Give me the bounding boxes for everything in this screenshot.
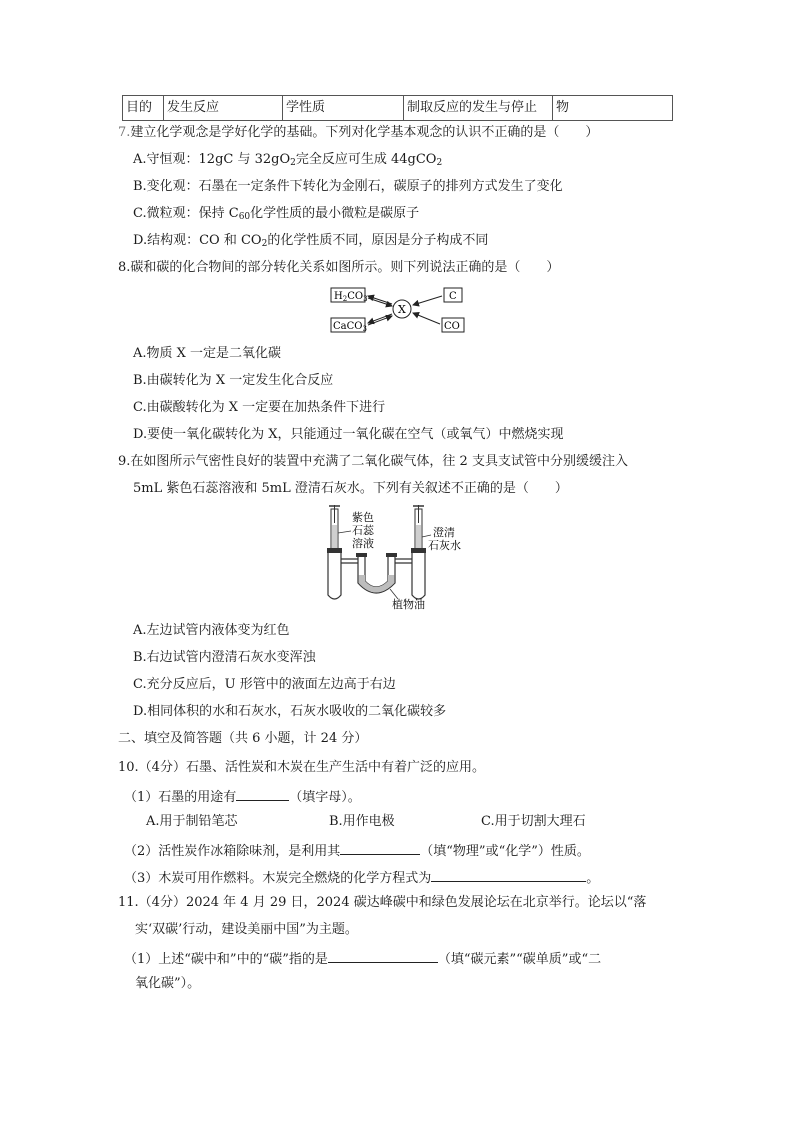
table-cell: 目的 xyxy=(126,100,153,115)
left-label-2: 石蕊 xyxy=(352,524,374,537)
right-label-1: 澄清 xyxy=(433,526,455,539)
vegetable-oil xyxy=(359,575,395,593)
carbon-conversion-diagram xyxy=(325,283,475,339)
right-label-2: 石灰水 xyxy=(428,539,461,552)
arrow-x-to-h2co3 xyxy=(368,296,392,304)
q9-option-d: D.相同体积的水和石灰水，石灰水吸收的二氧化碳较多 xyxy=(133,704,447,719)
table-cell: 学性质 xyxy=(286,100,326,115)
arrow-co-to-x xyxy=(413,313,440,324)
q10-option-c: C.用于切割大理石 xyxy=(481,814,586,829)
answer-blank[interactable] xyxy=(236,786,289,801)
arrow-caco3-to-x xyxy=(368,316,392,325)
q7-option-c: C.微粒观：保持 $C_{60}$化学性质的最小微粒是碳原子 xyxy=(133,206,420,222)
q11-part-1: （1）上述“碳中和”中的“碳”指的是 （填“碳元素”“碳单质”或“二 xyxy=(124,948,601,969)
section-2-title: 二、填空及简答题（共 6 小题，计 24 分） xyxy=(118,731,368,746)
h2co3-label: $H_2CO_3$ xyxy=(334,291,368,303)
c-label: C xyxy=(449,291,457,302)
q9-option-a: A.左边试管内液体变为红色 xyxy=(133,623,290,638)
caco3-label: CaCO$_3$ xyxy=(333,321,367,333)
right-test-tube xyxy=(412,551,425,599)
q10-part-1: （1）石墨的用途有 （填字母）。 xyxy=(124,786,361,807)
arrow-c-to-x xyxy=(413,296,442,305)
table-cell: 物 xyxy=(556,100,570,115)
q7-option-d: D.结构观：CO 和 $CO_2$的化学性质不同，原因是分子构成不同 xyxy=(133,233,489,249)
left-label-1: 紫色 xyxy=(352,511,374,524)
arrow-x-to-caco3 xyxy=(368,314,392,323)
q9-option-c: C.充分反应后，U 形管中的液面左边高于右边 xyxy=(133,677,396,692)
q10-part-3: （3）木炭可用作燃料。木炭完全燃烧的化学方程式为 。 xyxy=(124,867,599,888)
answer-blank[interactable] xyxy=(328,948,438,963)
q7-option-b: B.变化观：石墨在一定条件下转化为金刚石，碳原子的排列方式发生了变化 xyxy=(133,179,563,194)
q11-part-1-cont: 氧化碳”）。 xyxy=(135,976,201,991)
question-11-stem-line2: 实‘双碳’行动，建设美丽中国”为主题。 xyxy=(135,922,358,937)
question-number: 7. xyxy=(118,125,131,140)
answer-blank[interactable] xyxy=(340,840,420,855)
question-8-stem: 8.碳和碳的化合物间的部分转化关系如图所示。则下列说法正确的是（ ） xyxy=(118,260,560,275)
q8-option-d: D.要使一氧化碳转化为 X，只能通过一氧化碳在空气（或氧气）中燃烧实现 xyxy=(133,427,564,442)
left-label-3: 溶液 xyxy=(352,537,374,550)
question-9-stem-line2: 5mL 紫色石蕊溶液和 5mL 澄清石灰水。下列有关叙述不正确的是（ ） xyxy=(133,481,568,496)
question-11-stem-line1: 11.（4分）2024 年 4 月 29 日，2024 碳达峰碳中和绿色发展论坛在北京举行。论坛以“落 xyxy=(118,895,647,910)
table-cell: 制取反应的发生与停止 xyxy=(407,100,538,115)
q10-part-2: （2）活性炭作冰箱除味剂，是利用其 （填“物理”或“化学”）性质。 xyxy=(124,840,590,861)
oil-label: 植物油 xyxy=(392,598,425,611)
arrow-h2co3-to-x xyxy=(368,298,392,306)
x-label: X xyxy=(398,303,406,316)
co2-apparatus-diagram xyxy=(318,503,478,615)
question-9-stem-line1: 9.在如图所示气密性良好的装置中充满了二氧化碳气体，往 2 支具支试管中分别缓缓注入 xyxy=(118,454,628,469)
question-10-stem: 10.（4分）石墨、活性炭和木炭在生产生活中有着广泛的应用。 xyxy=(118,760,485,775)
table-cell: 发生反应 xyxy=(167,100,220,115)
q10-option-b: B.用作电极 xyxy=(329,814,395,829)
q8-option-c: C.由碳酸转化为 X 一定要在加热条件下进行 xyxy=(133,400,386,415)
q10-option-a: A.用于制铅笔芯 xyxy=(146,814,238,829)
question-7-stem: 7.建立化学观念是学好化学的基础。下列对化学基本观念的认识不正确的是（ ） xyxy=(118,125,599,140)
answer-blank[interactable] xyxy=(431,867,586,882)
comparison-table xyxy=(122,95,673,121)
q8-option-a: A.物质 X 一定是二氧化碳 xyxy=(133,346,282,361)
q7-option-a: A.守恒观：12gC 与 $32gO_2$完全反应可生成 44gCO$_2$ xyxy=(133,152,443,168)
q8-option-b: B.由碳转化为 X 一定发生化合反应 xyxy=(133,373,334,388)
q9-option-b: B.右边试管内澄清石灰水变浑浊 xyxy=(133,650,316,665)
left-test-tube xyxy=(328,551,341,599)
co-label: CO xyxy=(444,321,460,332)
